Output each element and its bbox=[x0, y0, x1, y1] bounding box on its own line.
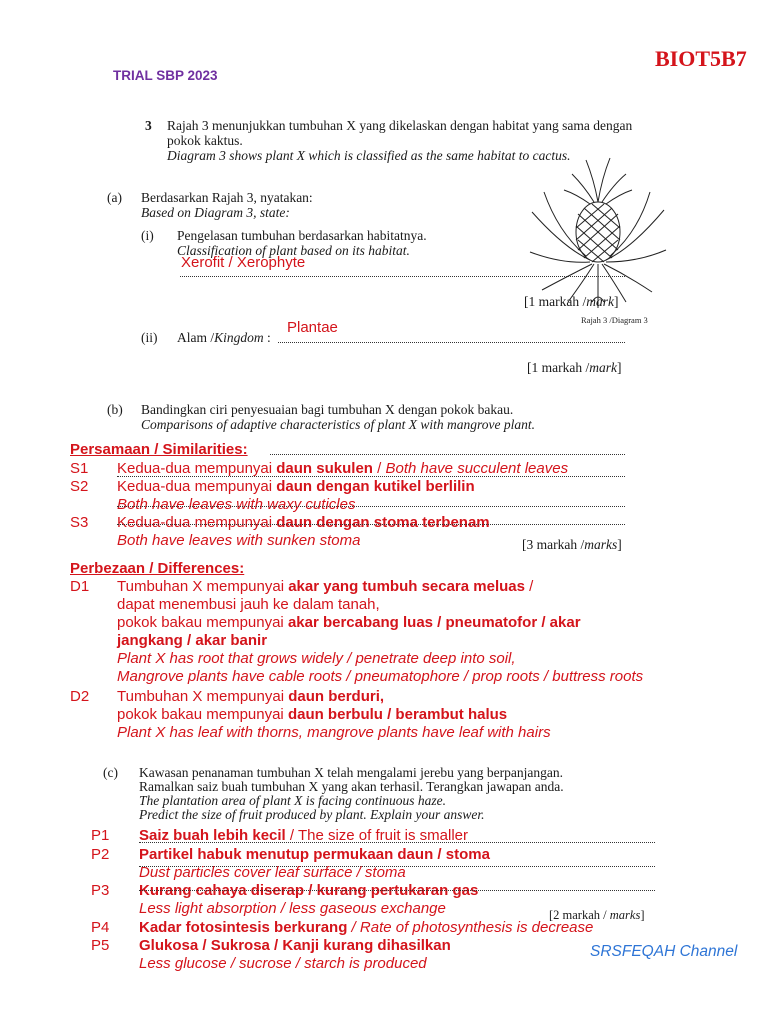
answer-line bbox=[270, 454, 625, 455]
p1-label: P1 bbox=[91, 827, 110, 844]
s3-label: S3 bbox=[70, 514, 89, 531]
d1-line-3: pokok bakau mempunyai akar bercabang luas / pneumatofor / akar bbox=[117, 614, 581, 631]
s3-answer: Kedua-dua mempunyai daun dengan stoma terbenam bbox=[117, 514, 490, 531]
answer-line bbox=[117, 524, 625, 525]
d2-label: D2 bbox=[70, 688, 90, 705]
part-c-prompt-ms-1: Kawasan penanaman tumbuhan X telah mengalami jerebu yang berpanjangan. bbox=[139, 765, 563, 780]
part-a-i-ms: Pengelasan tumbuhan berdasarkan habitatnya. bbox=[177, 228, 427, 243]
part-b-prompt-ms: Bandingkan ciri penyesuaian bagi tumbuhan X dengan pokok bakau. bbox=[141, 402, 514, 417]
pineapple-diagram bbox=[528, 152, 668, 310]
p4-answer: Kadar fotosintesis berkurang / Rate of photosynthesis is decrease bbox=[139, 919, 594, 936]
differences-heading: Perbezaan / Differences: bbox=[70, 560, 245, 577]
d1-label: D1 bbox=[70, 578, 90, 595]
mark-b: [3 markah /marks] bbox=[522, 537, 622, 552]
question-intro-en: Diagram 3 shows plant X which is classified as the same habitat to cactus. bbox=[167, 148, 571, 163]
p2-answer: Partikel habuk menutup permukaan daun / stoma bbox=[139, 846, 490, 863]
part-c-label: (c) bbox=[103, 765, 118, 780]
part-a-ii-text: Alam /Kingdom : bbox=[177, 330, 271, 345]
p1-answer: Saiz buah lebih kecil / The size of fruit is smaller bbox=[139, 827, 468, 844]
part-c-prompt-ms-2: Ramalkan saiz buah tumbuhan X yang akan terhasil. Terangkan jawapan anda. bbox=[139, 779, 564, 794]
part-a-i-label: (i) bbox=[141, 228, 154, 243]
part-c-prompt-en-2: Predict the size of fruit produced by plant. Explain your answer. bbox=[139, 807, 485, 822]
trial-label: TRIAL SBP 2023 bbox=[113, 68, 218, 83]
part-a-prompt-ms: Berdasarkan Rajah 3, nyatakan: bbox=[141, 190, 313, 205]
p2-answer-en: Dust particles cover leaf surface / stoma bbox=[139, 864, 406, 881]
answer-line bbox=[139, 842, 655, 843]
d2-line-3: Plant X has leaf with thorns, mangrove plants have leaf with hairs bbox=[117, 724, 551, 741]
answer-a-ii: Plantae bbox=[287, 319, 338, 336]
question-intro-ms: Rajah 3 menunjukkan tumbuhan X yang dikelaskan dengan habitat yang sama dengan bbox=[167, 118, 633, 133]
p5-label: P5 bbox=[91, 937, 110, 954]
p4-label: P4 bbox=[91, 919, 110, 936]
part-b-prompt-en: Comparisons of adaptive characteristics of plant X with mangrove plant. bbox=[141, 417, 535, 432]
d1-line-4: jangkang / akar banir bbox=[117, 632, 268, 649]
answer-line bbox=[278, 342, 625, 343]
part-a-prompt-en: Based on Diagram 3, state: bbox=[141, 205, 290, 220]
part-b-label: (b) bbox=[107, 402, 123, 417]
diagram-caption: Rajah 3 /Diagram 3 bbox=[581, 315, 648, 325]
mark-a-ii: [1 markah /mark] bbox=[527, 360, 622, 375]
answer-line bbox=[117, 506, 625, 507]
d1-line-1: Tumbuhan X mempunyai akar yang tumbuh secara meluas / bbox=[117, 578, 534, 595]
p5-answer-en: Less glucose / sucrose / starch is produced bbox=[139, 955, 427, 972]
answer-line bbox=[117, 476, 625, 477]
s3-answer-en: Both have leaves with sunken stoma bbox=[117, 532, 361, 549]
d1-line-6: Mangrove plants have cable roots / pneumatophore / prop roots / buttress roots bbox=[117, 668, 644, 685]
d2-line-1: Tumbuhan X mempunyai daun berduri, bbox=[117, 688, 385, 705]
s2-answer-en: Both have leaves with waxy cuticles bbox=[117, 496, 356, 513]
part-c-prompt-en-1: The plantation area of plant X is facing continuous haze. bbox=[139, 793, 446, 808]
question-intro-ms-2: pokok kaktus. bbox=[167, 133, 243, 148]
p2-label: P2 bbox=[91, 846, 110, 863]
s1-label: S1 bbox=[70, 460, 89, 477]
s2-label: S2 bbox=[70, 478, 89, 495]
d2-line-2: pokok bakau mempunyai daun berbulu / berambut halus bbox=[117, 706, 508, 723]
similarities-heading: Persamaan / Similarities: bbox=[70, 441, 248, 458]
part-a-ii-label: (ii) bbox=[141, 330, 158, 345]
mark-a-i: [1 markah /mark] bbox=[524, 294, 619, 309]
d1-line-5: Plant X has root that grows widely / penetrate deep into soil, bbox=[117, 650, 516, 667]
s1-answer: Kedua-dua mempunyai daun sukulen / Both have succulent leaves bbox=[117, 460, 569, 477]
p3-answer-en: Less light absorption / less gaseous exchange bbox=[139, 900, 446, 917]
p5-answer: Glukosa / Sukrosa / Kanji kurang dihasilkan bbox=[139, 937, 451, 954]
s2-answer: Kedua-dua mempunyai daun dengan kutikel berlilin bbox=[117, 478, 475, 495]
part-a-i-en: Classification of plant based on its habitat. bbox=[177, 243, 410, 258]
question-number: 3 bbox=[145, 118, 152, 133]
p3-answer: Kurang cahaya diserap / kurang pertukaran gas bbox=[139, 882, 479, 899]
mark-c: [2 markah / marks] bbox=[549, 908, 645, 922]
answer-line bbox=[139, 890, 655, 891]
part-a-label: (a) bbox=[107, 190, 122, 205]
answer-line bbox=[180, 276, 625, 277]
answer-a-i: Xerofit / Xerophyte bbox=[181, 254, 306, 271]
p3-label: P3 bbox=[91, 882, 110, 899]
channel-watermark: SRSFEQAH Channel bbox=[590, 943, 738, 960]
d1-line-2: dapat menembusi jauh ke dalam tanah, bbox=[117, 596, 380, 613]
paper-code: BIOT5B7 bbox=[655, 46, 747, 71]
